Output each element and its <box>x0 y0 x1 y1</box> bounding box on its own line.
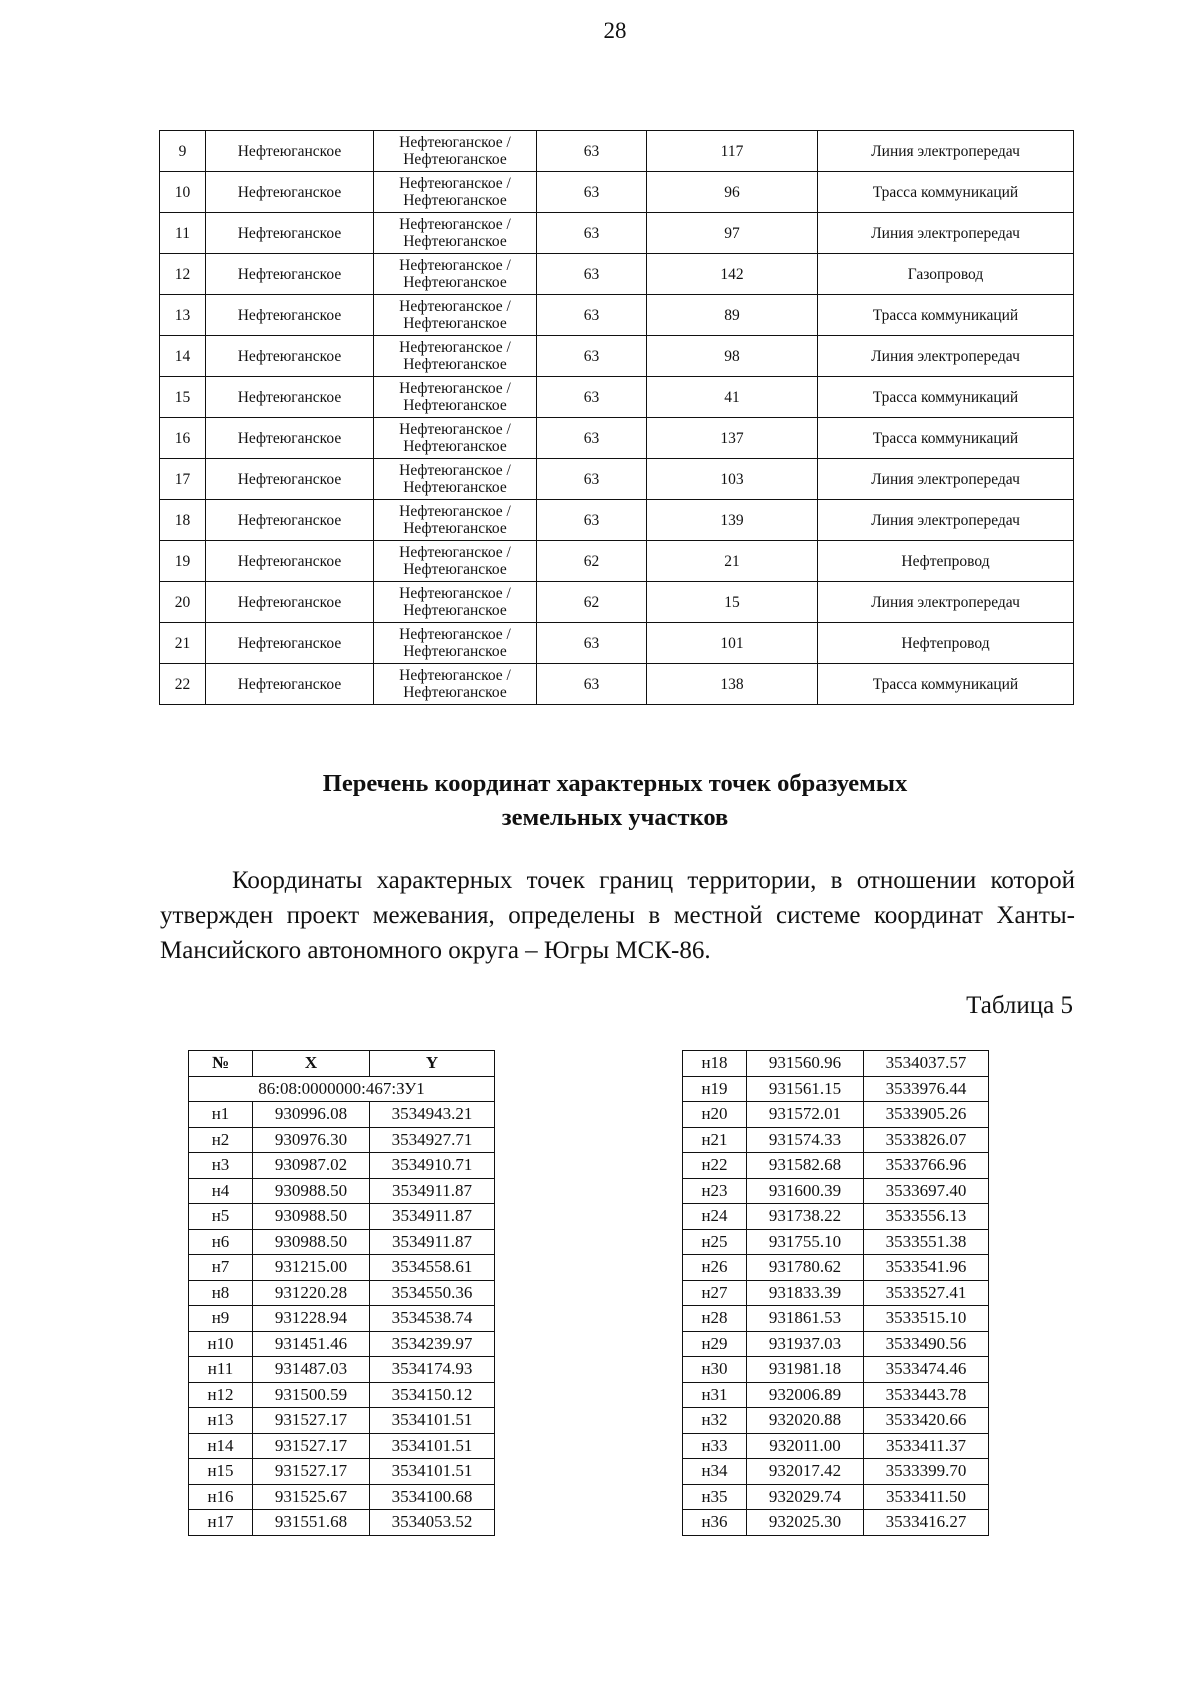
coordinate-row <box>189 1255 495 1281</box>
quarter-cell: 63 <box>537 664 647 705</box>
point-label: н25 <box>683 1229 747 1255</box>
table-row <box>160 295 1074 336</box>
forestry-cell <box>374 418 537 459</box>
coordinate-row <box>683 1433 989 1459</box>
quarter-cell: 63 <box>537 254 647 295</box>
point-label: н16 <box>189 1484 253 1510</box>
section-heading-line1: Перечень координат характерных точек образуемых <box>322 770 908 797</box>
table-row <box>160 172 1074 213</box>
purpose-cell: Нефтепровод <box>818 623 1074 664</box>
point-label: н31 <box>683 1382 747 1408</box>
x-value: 931561.15 <box>747 1076 864 1102</box>
y-value: 3534101.51 <box>370 1459 495 1485</box>
quarter-cell: 63 <box>537 500 647 541</box>
y-value: 3534911.87 <box>370 1178 495 1204</box>
coordinate-row <box>189 1408 495 1434</box>
quarter-cell: 63 <box>537 623 647 664</box>
y-value: 3533490.56 <box>864 1331 989 1357</box>
x-value: 931525.67 <box>253 1484 370 1510</box>
point-label: н10 <box>189 1331 253 1357</box>
purpose-cell: Линия электропередач <box>818 582 1074 623</box>
forestry-line2: Нефтеюганское <box>403 315 507 332</box>
district-cell: Нефтеюганское <box>206 582 374 623</box>
row-number: 20 <box>160 582 206 623</box>
purpose-cell: Трасса коммуникаций <box>818 664 1074 705</box>
coordinates-table-left <box>188 1050 495 1536</box>
quarter-cell: 63 <box>537 172 647 213</box>
coordinate-row <box>189 1102 495 1128</box>
y-value: 3533399.70 <box>864 1459 989 1485</box>
purpose-cell: Линия электропередач <box>818 459 1074 500</box>
point-label: н6 <box>189 1229 253 1255</box>
x-value: 931582.68 <box>747 1153 864 1179</box>
y-value: 3533541.96 <box>864 1255 989 1281</box>
forestry-line1: Нефтеюганское / <box>399 667 511 684</box>
point-label: н28 <box>683 1306 747 1332</box>
purpose-cell: Линия электропередач <box>818 131 1074 172</box>
x-value: 931981.18 <box>747 1357 864 1383</box>
y-value: 3533411.37 <box>864 1433 989 1459</box>
forestry-line1: Нефтеюганское / <box>399 503 511 520</box>
x-value: 931560.96 <box>747 1051 864 1077</box>
coordinate-row <box>683 1153 989 1179</box>
section-cell: 21 <box>647 541 818 582</box>
point-label: н8 <box>189 1280 253 1306</box>
forestry-line2: Нефтеюганское <box>403 602 507 619</box>
quarter-cell: 63 <box>537 295 647 336</box>
section-cell: 117 <box>647 131 818 172</box>
coordinates-right-body <box>683 1051 989 1536</box>
coordinate-row <box>189 1459 495 1485</box>
point-label: н29 <box>683 1331 747 1357</box>
quarter-cell: 63 <box>537 418 647 459</box>
point-label: н3 <box>189 1153 253 1179</box>
coordinates-table-right <box>682 1050 989 1536</box>
coordinate-row <box>189 1357 495 1383</box>
y-value: 3533527.41 <box>864 1280 989 1306</box>
forestry-line2: Нефтеюганское <box>403 684 507 701</box>
section-cell: 98 <box>647 336 818 377</box>
forestry-line2: Нефтеюганское <box>403 643 507 660</box>
purpose-cell: Линия электропередач <box>818 213 1074 254</box>
coordinate-row <box>189 1127 495 1153</box>
forestry-line1: Нефтеюганское / <box>399 339 511 356</box>
point-label: н19 <box>683 1076 747 1102</box>
point-label: н11 <box>189 1357 253 1383</box>
section-heading-line2: земельных участков <box>501 804 729 831</box>
y-value: 3533416.27 <box>864 1510 989 1536</box>
point-label: н32 <box>683 1408 747 1434</box>
y-value: 3533766.96 <box>864 1153 989 1179</box>
point-label: н33 <box>683 1433 747 1459</box>
section-cell: 41 <box>647 377 818 418</box>
quarter-cell: 62 <box>537 582 647 623</box>
coordinate-row <box>683 1382 989 1408</box>
x-value: 931574.33 <box>747 1127 864 1153</box>
coordinate-row <box>189 1510 495 1536</box>
x-value: 932017.42 <box>747 1459 864 1485</box>
land-plots-table <box>159 130 1074 705</box>
x-value: 931738.22 <box>747 1204 864 1230</box>
point-label: н4 <box>189 1178 253 1204</box>
land-plots-table-body <box>160 131 1074 705</box>
x-value: 932020.88 <box>747 1408 864 1434</box>
y-value: 3534101.51 <box>370 1433 495 1459</box>
x-value: 931780.62 <box>747 1255 864 1281</box>
district-cell: Нефтеюганское <box>206 418 374 459</box>
x-value: 930996.08 <box>253 1102 370 1128</box>
quarter-cell: 63 <box>537 213 647 254</box>
forestry-line2: Нефтеюганское <box>403 274 507 291</box>
y-value: 3533556.13 <box>864 1204 989 1230</box>
forestry-line2: Нефтеюганское <box>403 520 507 537</box>
table-row <box>160 582 1074 623</box>
x-value: 931220.28 <box>253 1280 370 1306</box>
forestry-line1: Нефтеюганское / <box>399 175 511 192</box>
row-number: 12 <box>160 254 206 295</box>
forestry-line2: Нефтеюганское <box>403 233 507 250</box>
x-value: 931215.00 <box>253 1255 370 1281</box>
section-heading <box>150 767 1080 835</box>
x-value: 931228.94 <box>253 1306 370 1332</box>
table-row <box>160 131 1074 172</box>
point-label: н34 <box>683 1459 747 1485</box>
row-number: 13 <box>160 295 206 336</box>
forestry-line2: Нефтеюганское <box>403 479 507 496</box>
page-number: 28 <box>603 18 627 43</box>
row-number: 22 <box>160 664 206 705</box>
x-value: 931600.39 <box>747 1178 864 1204</box>
forestry-cell <box>374 664 537 705</box>
district-cell: Нефтеюганское <box>206 664 374 705</box>
section-cell: 15 <box>647 582 818 623</box>
x-value: 932029.74 <box>747 1484 864 1510</box>
y-value: 3534911.87 <box>370 1204 495 1230</box>
y-value: 3534943.21 <box>370 1102 495 1128</box>
row-number: 10 <box>160 172 206 213</box>
table-row <box>160 336 1074 377</box>
forestry-line2: Нефтеюганское <box>403 397 507 414</box>
forestry-line2: Нефтеюганское <box>403 356 507 373</box>
x-value: 931487.03 <box>253 1357 370 1383</box>
y-value: 3533515.10 <box>864 1306 989 1332</box>
y-value: 3534911.87 <box>370 1229 495 1255</box>
y-value: 3534239.97 <box>370 1331 495 1357</box>
y-value: 3534150.12 <box>370 1382 495 1408</box>
table-row <box>160 459 1074 500</box>
coordinate-row <box>189 1331 495 1357</box>
point-label: н15 <box>189 1459 253 1485</box>
forestry-cell <box>374 254 537 295</box>
y-value: 3533826.07 <box>864 1127 989 1153</box>
district-cell: Нефтеюганское <box>206 500 374 541</box>
coordinate-row <box>683 1102 989 1128</box>
coordinate-row <box>683 1229 989 1255</box>
table-label: Таблица 5 <box>966 992 1073 1019</box>
header-y: Y <box>370 1051 495 1077</box>
row-number: 18 <box>160 500 206 541</box>
point-label: н2 <box>189 1127 253 1153</box>
table-row <box>160 541 1074 582</box>
point-label: н24 <box>683 1204 747 1230</box>
forestry-cell <box>374 582 537 623</box>
table-row <box>160 500 1074 541</box>
quarter-cell: 63 <box>537 336 647 377</box>
forestry-line1: Нефтеюганское / <box>399 544 511 561</box>
y-value: 3534927.71 <box>370 1127 495 1153</box>
y-value: 3533443.78 <box>864 1382 989 1408</box>
point-label: н13 <box>189 1408 253 1434</box>
district-cell: Нефтеюганское <box>206 213 374 254</box>
district-cell: Нефтеюганское <box>206 131 374 172</box>
point-label: н20 <box>683 1102 747 1128</box>
coordinate-row <box>189 1382 495 1408</box>
point-label: н17 <box>189 1510 253 1536</box>
point-label: н27 <box>683 1280 747 1306</box>
y-value: 3534558.61 <box>370 1255 495 1281</box>
forestry-cell <box>374 336 537 377</box>
quarter-cell: 62 <box>537 541 647 582</box>
point-label: н30 <box>683 1357 747 1383</box>
coordinate-row <box>189 1153 495 1179</box>
coordinate-row <box>683 1459 989 1485</box>
y-value: 3533697.40 <box>864 1178 989 1204</box>
purpose-cell: Линия электропередач <box>818 500 1074 541</box>
x-value: 931833.39 <box>747 1280 864 1306</box>
coordinate-row <box>683 1484 989 1510</box>
table-row <box>160 377 1074 418</box>
point-label: н9 <box>189 1306 253 1332</box>
point-label: н1 <box>189 1102 253 1128</box>
x-value: 931451.46 <box>253 1331 370 1357</box>
row-number: 21 <box>160 623 206 664</box>
x-value: 931937.03 <box>747 1331 864 1357</box>
coordinate-row <box>189 1433 495 1459</box>
x-value: 931527.17 <box>253 1408 370 1434</box>
purpose-cell: Трасса коммуникаций <box>818 377 1074 418</box>
x-value: 931572.01 <box>747 1102 864 1128</box>
coordinate-row <box>683 1076 989 1102</box>
y-value: 3533976.44 <box>864 1076 989 1102</box>
quarter-cell: 63 <box>537 459 647 500</box>
coordinate-system-paragraph: Координаты характерных точек границ территории, в отношении которой утвержден проект межевания, определены в местной системе координат Ханты-Мансийского автономного округа – Югры МСК-86. <box>160 867 1075 964</box>
forestry-line1: Нефтеюганское / <box>399 421 511 438</box>
row-number: 17 <box>160 459 206 500</box>
forestry-line1: Нефтеюганское / <box>399 134 511 151</box>
coordinate-row <box>683 1408 989 1434</box>
row-number: 9 <box>160 131 206 172</box>
section-cell: 137 <box>647 418 818 459</box>
y-value: 3534910.71 <box>370 1153 495 1179</box>
section-cell: 101 <box>647 623 818 664</box>
forestry-cell <box>374 459 537 500</box>
point-label: н21 <box>683 1127 747 1153</box>
district-cell: Нефтеюганское <box>206 295 374 336</box>
forestry-cell <box>374 500 537 541</box>
x-value: 931500.59 <box>253 1382 370 1408</box>
forestry-cell <box>374 623 537 664</box>
y-value: 3534174.93 <box>370 1357 495 1383</box>
point-label: н23 <box>683 1178 747 1204</box>
purpose-cell: Трасса коммуникаций <box>818 172 1074 213</box>
coordinates-left-body <box>189 1102 495 1536</box>
y-value: 3533420.66 <box>864 1408 989 1434</box>
section-cell: 142 <box>647 254 818 295</box>
x-value: 932025.30 <box>747 1510 864 1536</box>
forestry-line1: Нефтеюганское / <box>399 380 511 397</box>
forestry-cell <box>374 213 537 254</box>
quarter-cell: 63 <box>537 377 647 418</box>
y-value: 3534053.52 <box>370 1510 495 1536</box>
forestry-line2: Нефтеюганское <box>403 561 507 578</box>
point-label: н26 <box>683 1255 747 1281</box>
point-label: н12 <box>189 1382 253 1408</box>
purpose-cell: Трасса коммуникаций <box>818 418 1074 459</box>
y-value: 3533905.26 <box>864 1102 989 1128</box>
district-cell: Нефтеюганское <box>206 336 374 377</box>
x-value: 930988.50 <box>253 1204 370 1230</box>
coordinate-row <box>683 1510 989 1536</box>
forestry-line1: Нефтеюганское / <box>399 298 511 315</box>
district-cell: Нефтеюганское <box>206 541 374 582</box>
section-cell: 103 <box>647 459 818 500</box>
coordinate-row <box>683 1331 989 1357</box>
forestry-line1: Нефтеюганское / <box>399 216 511 233</box>
forestry-cell <box>374 295 537 336</box>
x-value: 931551.68 <box>253 1510 370 1536</box>
x-value: 932011.00 <box>747 1433 864 1459</box>
forestry-line1: Нефтеюганское / <box>399 585 511 602</box>
table-row <box>160 623 1074 664</box>
forestry-line2: Нефтеюганское <box>403 192 507 209</box>
y-value: 3533474.46 <box>864 1357 989 1383</box>
x-value: 930988.50 <box>253 1229 370 1255</box>
row-number: 19 <box>160 541 206 582</box>
row-number: 11 <box>160 213 206 254</box>
district-cell: Нефтеюганское <box>206 623 374 664</box>
district-cell: Нефтеюганское <box>206 459 374 500</box>
y-value: 3534101.51 <box>370 1408 495 1434</box>
coordinate-row <box>683 1306 989 1332</box>
forestry-cell <box>374 377 537 418</box>
purpose-cell: Газопровод <box>818 254 1074 295</box>
x-value: 932006.89 <box>747 1382 864 1408</box>
table-row <box>160 213 1074 254</box>
x-value: 930987.02 <box>253 1153 370 1179</box>
section-cell: 138 <box>647 664 818 705</box>
row-number: 14 <box>160 336 206 377</box>
coordinate-row <box>683 1357 989 1383</box>
district-cell: Нефтеюганское <box>206 254 374 295</box>
district-cell: Нефтеюганское <box>206 377 374 418</box>
forestry-line1: Нефтеюганское / <box>399 257 511 274</box>
forestry-line2: Нефтеюганское <box>403 151 507 168</box>
purpose-cell: Трасса коммуникаций <box>818 295 1074 336</box>
y-value: 3533551.38 <box>864 1229 989 1255</box>
coordinate-row <box>189 1229 495 1255</box>
y-value: 3533411.50 <box>864 1484 989 1510</box>
point-label: н35 <box>683 1484 747 1510</box>
section-cell: 89 <box>647 295 818 336</box>
point-label: н36 <box>683 1510 747 1536</box>
forestry-line2: Нефтеюганское <box>403 438 507 455</box>
forestry-line1: Нефтеюганское / <box>399 626 511 643</box>
section-cell: 139 <box>647 500 818 541</box>
x-value: 931527.17 <box>253 1459 370 1485</box>
table-row <box>160 418 1074 459</box>
coordinate-row <box>683 1204 989 1230</box>
coordinate-row <box>189 1484 495 1510</box>
header-number: № <box>189 1051 253 1077</box>
x-value: 931527.17 <box>253 1433 370 1459</box>
district-cell: Нефтеюганское <box>206 172 374 213</box>
y-value: 3534550.36 <box>370 1280 495 1306</box>
coordinate-row <box>683 1051 989 1077</box>
forestry-line1: Нефтеюганское / <box>399 462 511 479</box>
parcel-id-row <box>189 1076 495 1102</box>
section-cell: 96 <box>647 172 818 213</box>
table-row <box>160 664 1074 705</box>
point-label: н22 <box>683 1153 747 1179</box>
x-value: 931861.53 <box>747 1306 864 1332</box>
quarter-cell: 63 <box>537 131 647 172</box>
coordinate-row <box>683 1280 989 1306</box>
row-number: 15 <box>160 377 206 418</box>
header-x: X <box>253 1051 370 1077</box>
coordinate-row <box>189 1178 495 1204</box>
x-value: 931755.10 <box>747 1229 864 1255</box>
coordinate-row <box>189 1306 495 1332</box>
point-label: н5 <box>189 1204 253 1230</box>
point-label: н7 <box>189 1255 253 1281</box>
row-number: 16 <box>160 418 206 459</box>
coordinate-row <box>189 1204 495 1230</box>
x-value: 930988.50 <box>253 1178 370 1204</box>
table-row <box>160 254 1074 295</box>
purpose-cell: Нефтепровод <box>818 541 1074 582</box>
x-value: 930976.30 <box>253 1127 370 1153</box>
purpose-cell: Линия электропередач <box>818 336 1074 377</box>
point-label: н14 <box>189 1433 253 1459</box>
coordinate-row <box>683 1255 989 1281</box>
y-value: 3534538.74 <box>370 1306 495 1332</box>
coordinate-row <box>683 1178 989 1204</box>
y-value: 3534100.68 <box>370 1484 495 1510</box>
section-cell: 97 <box>647 213 818 254</box>
coordinates-header-row <box>189 1051 495 1077</box>
forestry-cell <box>374 541 537 582</box>
point-label: н18 <box>683 1051 747 1077</box>
coordinate-row <box>683 1127 989 1153</box>
forestry-cell <box>374 172 537 213</box>
forestry-cell <box>374 131 537 172</box>
parcel-id: 86:08:0000000:467:ЗУ1 <box>189 1076 495 1102</box>
y-value: 3534037.57 <box>864 1051 989 1077</box>
coordinate-row <box>189 1280 495 1306</box>
